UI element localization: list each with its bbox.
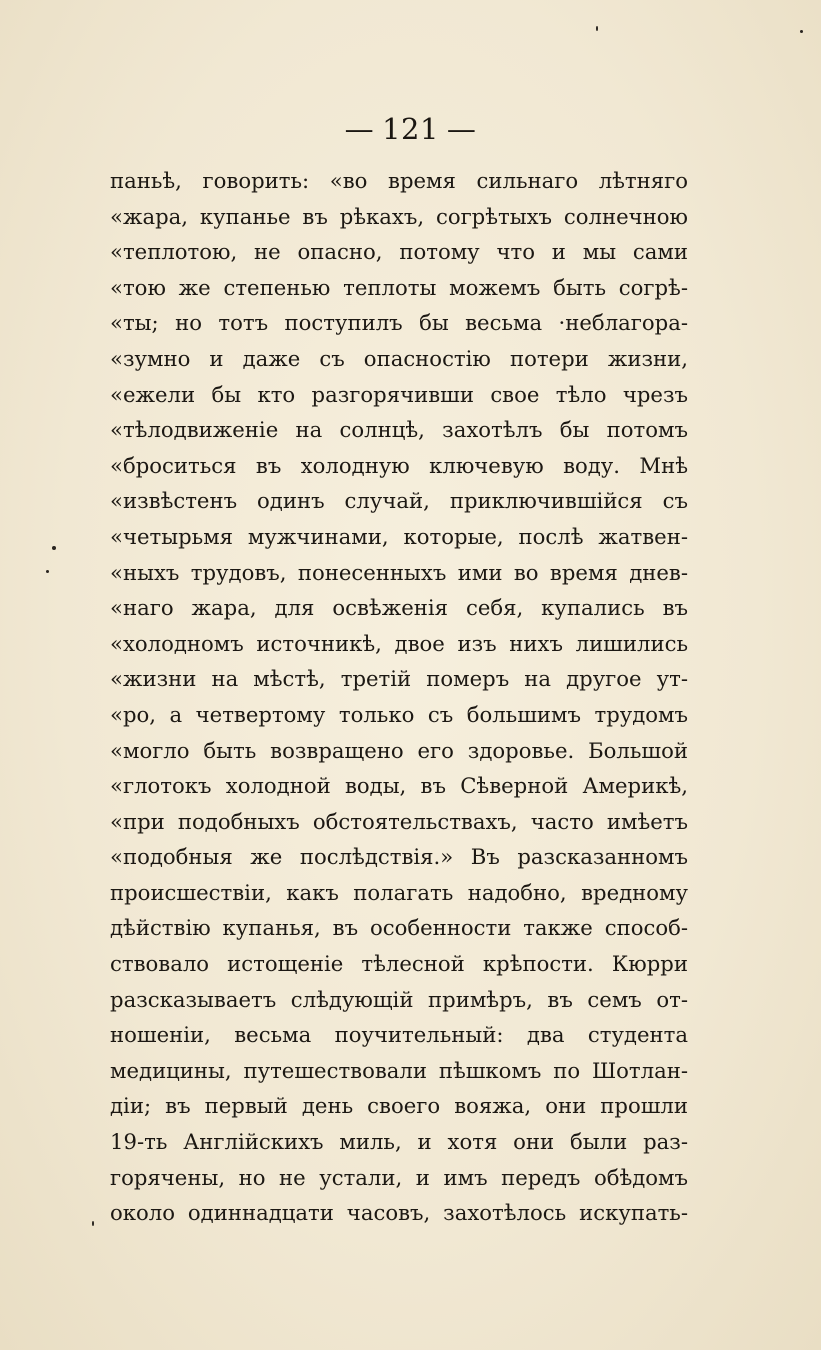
header-dash-right: — <box>446 112 477 146</box>
text-line: «при подобныхъ обстоятельствахъ, часто имѣетъ <box>110 808 688 834</box>
text-line: «зумно и даже съ опасностію потери жизни, <box>110 345 688 371</box>
text-line: діи; въ первый день своего вояжа, они прошли <box>110 1093 688 1119</box>
text-line: «подобныя же послѣдствія.» Въ разсказанномъ <box>110 844 688 870</box>
text-line: горячены, но не устали, и имъ передъ обѣдомъ <box>110 1164 688 1190</box>
text-line: 19-ть Англійскихъ миль, и хотя они были раз- <box>110 1129 688 1155</box>
body-text <box>110 163 688 1231</box>
text-line: «жара, купанье въ рѣкахъ, согрѣтыхъ солнечною <box>110 203 688 229</box>
text-line: разсказываетъ слѣдующій примѣръ, въ семъ от- <box>110 986 688 1012</box>
paper-speck <box>92 1221 94 1226</box>
text-line: медицины, путешествовали пѣшкомъ по Шотлан- <box>110 1057 688 1083</box>
text-line: «ежели бы кто разгорячивши свое тѣло чрезъ <box>110 381 688 407</box>
text-line: «четырьмя мужчинами, которые, послѣ жатвен- <box>110 523 688 549</box>
text-line: «броситься въ холодную ключевую воду. Мнѣ <box>110 452 688 478</box>
text-line: происшествіи, какъ полагать надобно, вредному <box>110 879 688 905</box>
text-line: «наго жара, для освѣженія себя, купались въ <box>110 595 688 621</box>
page-header <box>0 112 821 146</box>
text-line: дѣйствію купанья, въ особенности также способ- <box>110 915 688 941</box>
header-dash-left: — <box>344 112 375 146</box>
text-line: «ты; но тотъ поступилъ бы весьма ·неблагора- <box>110 310 688 336</box>
text-line: «жизни на мѣстѣ, третій померъ на другое ут- <box>110 666 688 692</box>
text-line: «тою же степенью теплоты можемъ быть согрѣ- <box>110 274 688 300</box>
text-line: «могло быть возвращено его здоровье. Большой <box>110 737 688 763</box>
text-line: «тѣлодвиженіе на солнцѣ, захотѣлъ бы потомъ <box>110 417 688 443</box>
page-number: 121 <box>382 112 439 146</box>
text-line: «ныхъ трудовъ, понесенныхъ ими во время днев- <box>110 559 688 585</box>
paper-speck <box>596 26 598 31</box>
paper-speck <box>52 546 56 550</box>
text-line: «холодномъ источникѣ, двое изъ нихъ лишились <box>110 630 688 656</box>
paper-speck <box>46 570 49 573</box>
text-line: паньѣ, говорить: «во время сильнаго лѣтняго <box>110 168 688 193</box>
text-line: ствовало истощеніе тѣлесной крѣпости. Кюрри <box>110 951 688 977</box>
text-line: ношеніи, весьма поучительный: два студента <box>110 1022 688 1048</box>
text-line: около одиннадцати часовъ, захотѣлось искупать- <box>110 1200 688 1226</box>
text-line: «глотокъ холодной воды, въ Сѣверной Америкѣ, <box>110 773 688 799</box>
text-line: «теплотою, не опасно, потому что и мы сами <box>110 239 688 265</box>
text-line: «извѣстенъ одинъ случай, приключившійся съ <box>110 488 688 514</box>
text-line: «ро, а четвертому только съ большимъ трудомъ <box>110 701 688 727</box>
paper-speck <box>800 30 803 33</box>
